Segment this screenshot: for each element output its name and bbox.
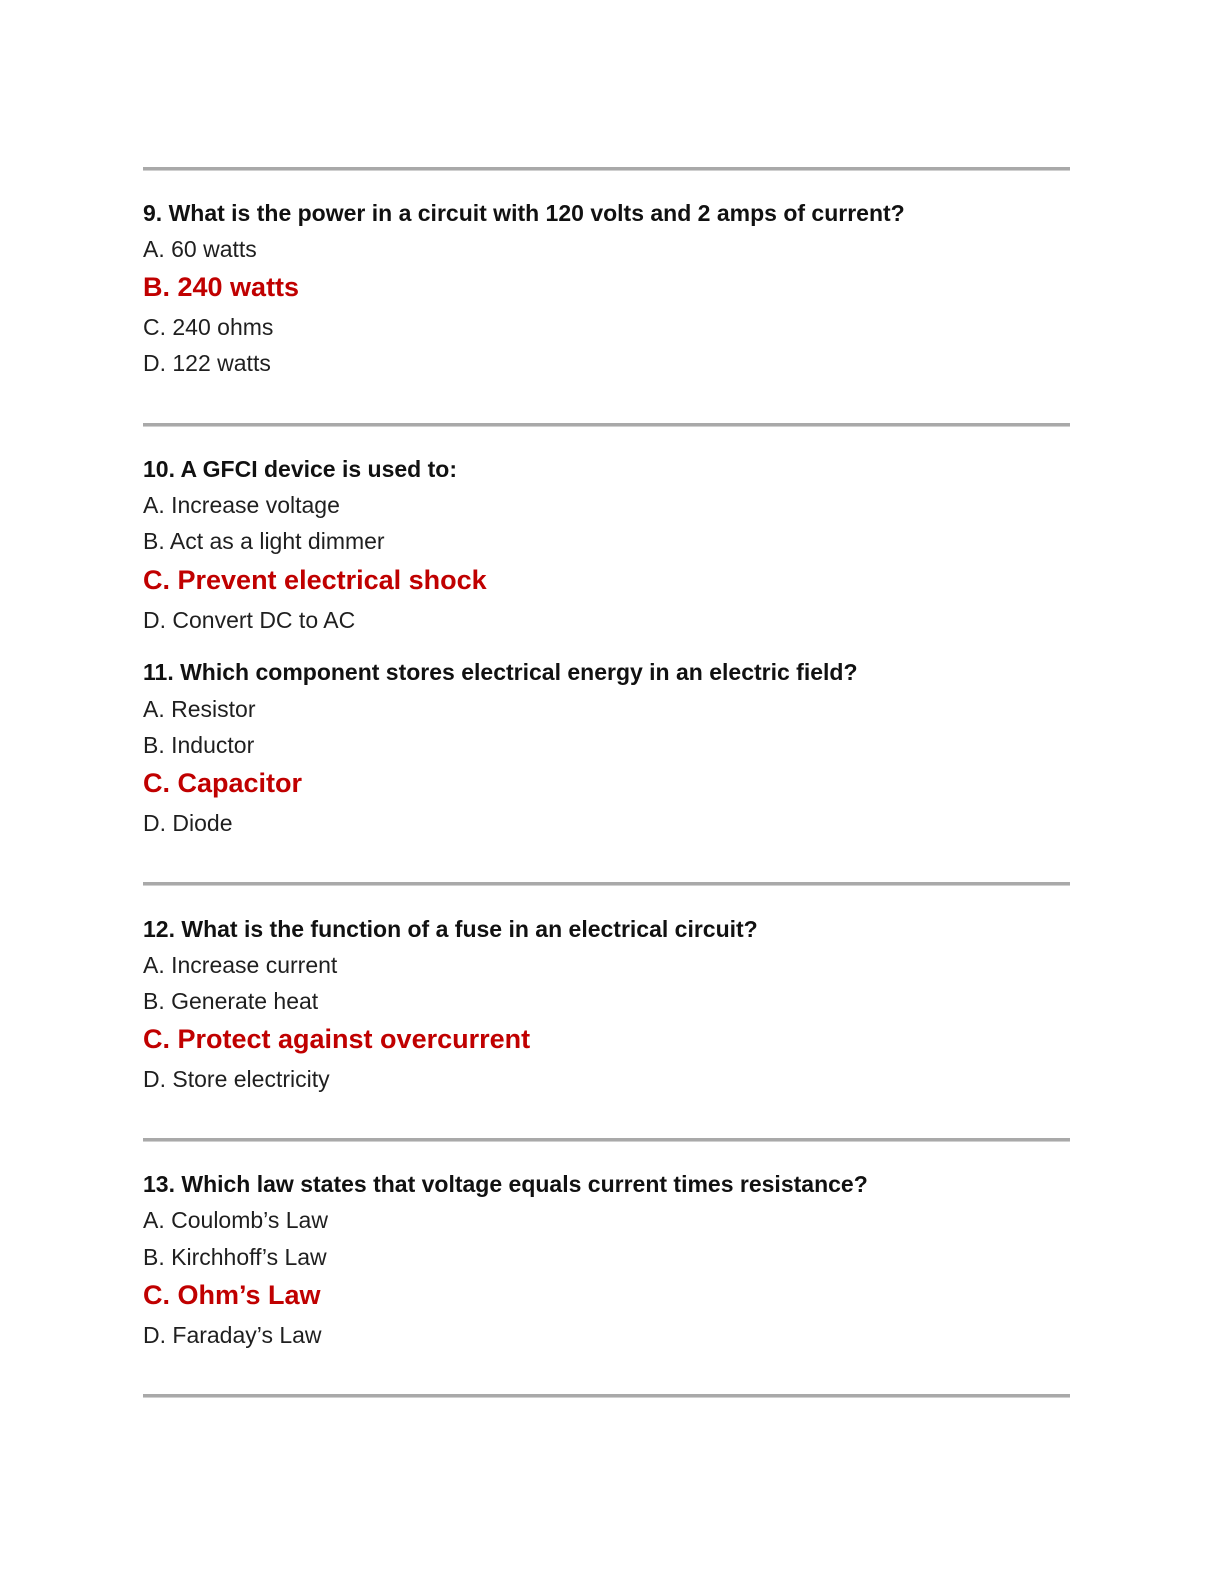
divider-rule xyxy=(143,423,1070,427)
question-11-option-d: D. Diode xyxy=(143,810,233,836)
question-12-option-d: D. Store electricity xyxy=(143,1066,330,1092)
question-11-option-c-correct: C. Capacitor xyxy=(143,768,303,798)
divider-rule xyxy=(143,882,1070,886)
divider-rule xyxy=(143,167,1070,171)
divider-rule xyxy=(143,1394,1070,1398)
question-11-text: 11. Which component stores electrical energy in an electric field? xyxy=(143,659,858,685)
question-9-option-c: C. 240 ohms xyxy=(143,314,274,340)
question-12-option-b: B. Generate heat xyxy=(143,988,319,1014)
question-12-text: 12. What is the function of a fuse in an electrical circuit? xyxy=(143,916,758,942)
question-13-option-d: D. Faraday’s Law xyxy=(143,1322,322,1348)
question-9-option-b-correct: B. 240 watts xyxy=(143,272,300,302)
question-10-option-c-correct: C. Prevent electrical shock xyxy=(143,565,487,595)
question-9-option-a: A. 60 watts xyxy=(143,236,257,262)
question-9-text: 9. What is the power in a circuit with 120 volts and 2 amps of current? xyxy=(143,200,905,226)
question-13-option-b: B. Kirchhoff’s Law xyxy=(143,1244,327,1270)
question-12-option-a: A. Increase current xyxy=(143,952,338,978)
question-11-option-a: A. Resistor xyxy=(143,696,256,722)
question-10-text: 10. A GFCI device is used to: xyxy=(143,456,457,482)
question-12-option-c-correct: C. Protect against overcurrent xyxy=(143,1024,531,1054)
question-9-option-d: D. 122 watts xyxy=(143,350,271,376)
divider-rule xyxy=(143,1138,1070,1142)
question-10-option-b: B. Act as a light dimmer xyxy=(143,528,385,554)
question-13-option-c-correct: C. Ohm’s Law xyxy=(143,1280,321,1310)
question-10-option-a: A. Increase voltage xyxy=(143,492,340,518)
question-13-option-a: A. Coulomb’s Law xyxy=(143,1207,328,1233)
question-11-option-b: B. Inductor xyxy=(143,732,255,758)
question-10-option-d: D. Convert DC to AC xyxy=(143,607,356,633)
question-13-text: 13. Which law states that voltage equals current times resistance? xyxy=(143,1171,868,1197)
